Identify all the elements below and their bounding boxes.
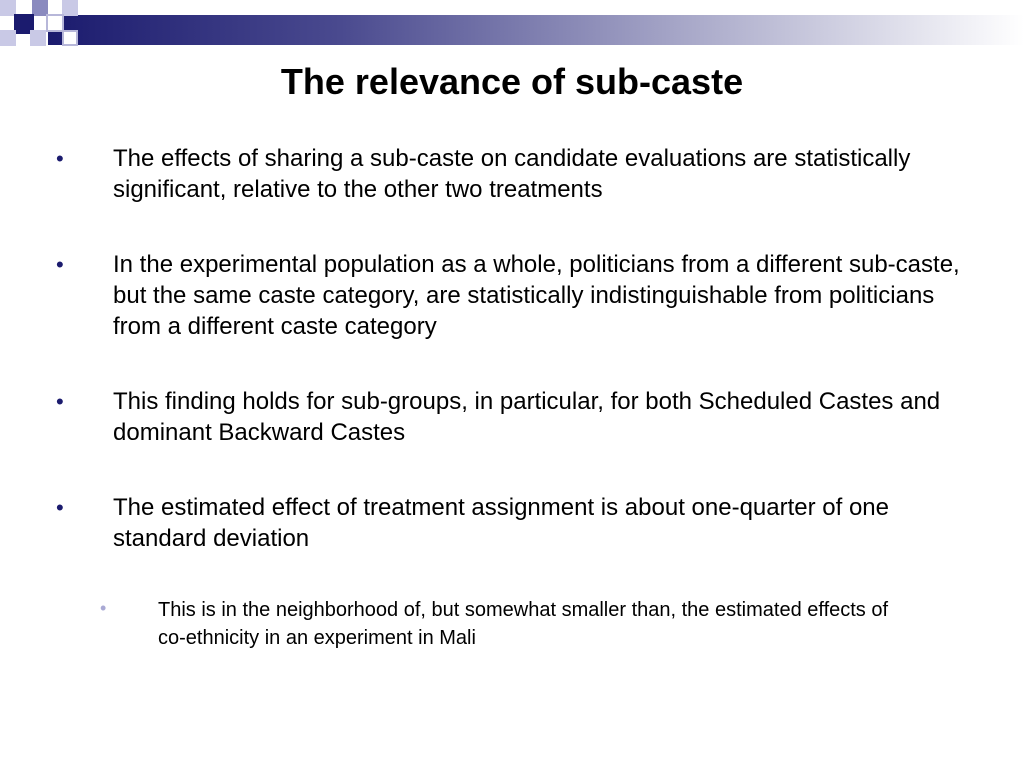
bullet-text: The effects of sharing a sub-caste on candidate evaluations are statistically significant, relative to the other two treatments: [113, 145, 911, 203]
bullet-text: In the experimental population as a whole, politicians from a different sub-caste, but the same caste category, are statistically indistinguishable from politicians from a different caste category: [113, 251, 960, 340]
gradient-band: [48, 15, 1024, 45]
slide-title: The relevance of sub-caste: [280, 61, 744, 102]
sub-bullet-dot-icon: •: [100, 598, 107, 618]
bullet-dot-icon: •: [56, 252, 64, 277]
bullet-item: [0, 386, 1024, 448]
sub-bullet-item: [0, 596, 1024, 652]
decor-square: [62, 0, 78, 16]
sub-bullet-text: This is in the neighborhood of, but somewhat smaller than, the estimated effects of co-ethnicity in an experiment in Mali: [158, 599, 889, 649]
bullet-item: [0, 143, 1024, 205]
decor-square: [62, 30, 78, 46]
bullet-dot-icon: •: [56, 389, 64, 414]
slide-body: [0, 140, 1024, 652]
bullet-dot-icon: •: [56, 495, 64, 520]
bullet-text: The estimated effect of treatment assignment is about one-quarter of one standard deviation: [113, 494, 890, 552]
bullet-dot-icon: •: [56, 146, 64, 171]
bullet-text: This finding holds for sub-groups, in particular, for both Scheduled Castes and dominant Backward Castes: [113, 388, 941, 446]
decor-square: [30, 30, 46, 46]
bullet-item: [0, 249, 1024, 342]
bullet-item: [0, 492, 1024, 554]
decor-square: [0, 30, 16, 46]
